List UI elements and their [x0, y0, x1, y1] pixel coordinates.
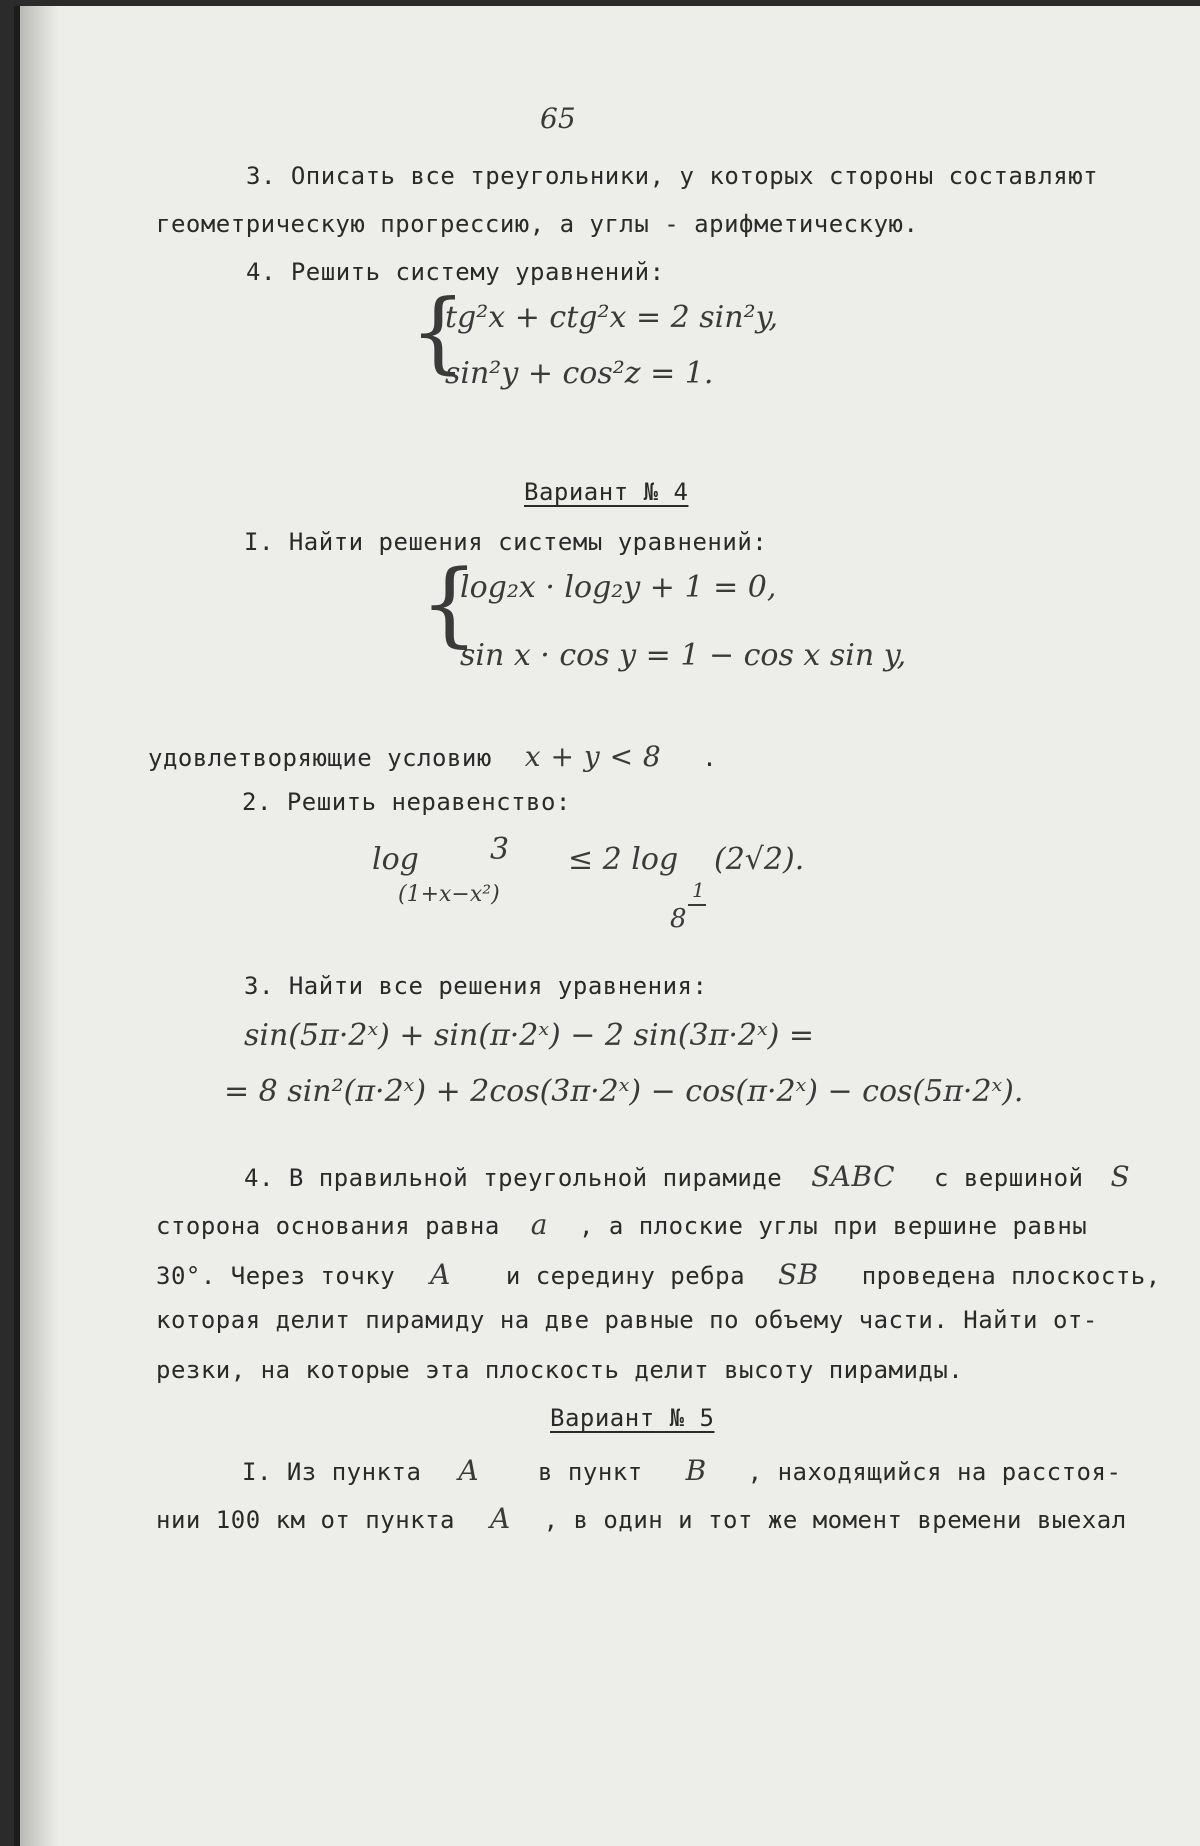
- p4-text: сторона основания равна: [156, 1212, 500, 1240]
- fraction-bar: [688, 904, 706, 906]
- p4-text: 30°. Через точку: [156, 1262, 396, 1290]
- inequality-arg-right: (2√2).: [714, 842, 805, 877]
- v4-problem4-line1: [244, 1160, 1130, 1193]
- inequality-base-right-den: 8: [670, 904, 687, 934]
- v4-problem2-text: 2. Решить неравенство:: [242, 788, 571, 816]
- system-brace: {: [420, 550, 479, 657]
- p4-text: проведена плоскость,: [861, 1262, 1161, 1290]
- p4-text: 4. В правильной треугольной пирамиде: [244, 1164, 783, 1192]
- v4-problem4-line2: [156, 1208, 1087, 1241]
- system-brace: {: [410, 280, 466, 383]
- variant4-heading: Вариант № 4: [524, 478, 689, 506]
- inequality-arg-left: 3: [490, 832, 510, 867]
- inequality-base-right-num: 1: [692, 878, 705, 902]
- v5-text: , находящийся на расстоя-: [747, 1458, 1122, 1486]
- v5-problem1-line1: [242, 1454, 1121, 1487]
- point-label: B: [685, 1454, 707, 1487]
- v4-problem1-equation2: sin x · cos y = 1 − cos x sin y,: [460, 638, 907, 673]
- edge-label: SB: [777, 1258, 819, 1291]
- page-edge-shadow: [20, 6, 58, 1846]
- point-label: A: [430, 1258, 451, 1291]
- v4-problem3-equation1: sin(5π·2ˣ) + sin(π·2ˣ) − 2 sin(3π·2ˣ) =: [244, 1018, 815, 1053]
- v4-problem4-line3: [156, 1258, 1161, 1291]
- problem3-line1: 3. Описать все треугольники, у которых стороны составляют: [246, 162, 1099, 190]
- point-label: A: [489, 1502, 511, 1535]
- page-number: 65: [540, 102, 576, 135]
- v4-problem4-line4: которая делит пирамиду на две равные по объему части. Найти от-: [156, 1306, 1098, 1334]
- problem4-text: 4. Решить систему уравнений:: [246, 258, 665, 286]
- v5-text: в пункт: [538, 1458, 643, 1486]
- problem4-equation2: sin²y + cos²z = 1.: [445, 356, 714, 391]
- v5-problem1-line2: [156, 1502, 1127, 1535]
- problem3-line2: геометрическую прогрессию, а углы - арифметическую.: [156, 210, 919, 238]
- inequality-log-left: log: [372, 842, 419, 877]
- side-label: a: [530, 1208, 548, 1241]
- v5-text: I. Из пункта: [242, 1458, 422, 1486]
- problem4-equation1: tg²x + ctg²x = 2 sin²y,: [445, 300, 779, 335]
- p4-text: , а плоские углы при вершине равны: [578, 1212, 1088, 1240]
- v4-problem3-text: 3. Найти все решения уравнения:: [244, 972, 708, 1000]
- condition-expression: x + y < 8: [524, 740, 662, 773]
- condition-end: .: [702, 744, 718, 772]
- v4-problem1-equation1: log₂x · log₂y + 1 = 0,: [460, 570, 777, 605]
- document-page: [14, 6, 1200, 1846]
- v4-problem3-equation2: = 8 sin²(π·2ˣ) + 2cos(3π·2ˣ) − cos(π·2ˣ) − cos(5π·2ˣ).: [224, 1074, 1024, 1109]
- variant5-heading: Вариант № 5: [550, 1404, 715, 1432]
- p4-text: с вершиной: [934, 1164, 1084, 1192]
- pyramid-label: SABC: [811, 1160, 896, 1193]
- condition-text: удовлетворяющие условию: [148, 744, 492, 772]
- v4-problem1-text: I. Найти решения системы уравнений:: [244, 528, 768, 556]
- v4-problem4-line5: резки, на которые эта плоскость делит высоту пирамиды.: [156, 1356, 964, 1384]
- point-label: A: [458, 1454, 480, 1487]
- v5-text: нии 100 км от пункта: [156, 1506, 455, 1534]
- inequality-middle: ≤ 2 log: [568, 842, 679, 877]
- p4-text: и середину ребра: [505, 1262, 746, 1290]
- v4-problem1-condition: [148, 740, 717, 773]
- vertex-label: S: [1110, 1160, 1131, 1193]
- v5-text: , в один и тот же момент времени выехал: [543, 1506, 1127, 1534]
- inequality-base-left: (1+x−x²): [398, 882, 500, 907]
